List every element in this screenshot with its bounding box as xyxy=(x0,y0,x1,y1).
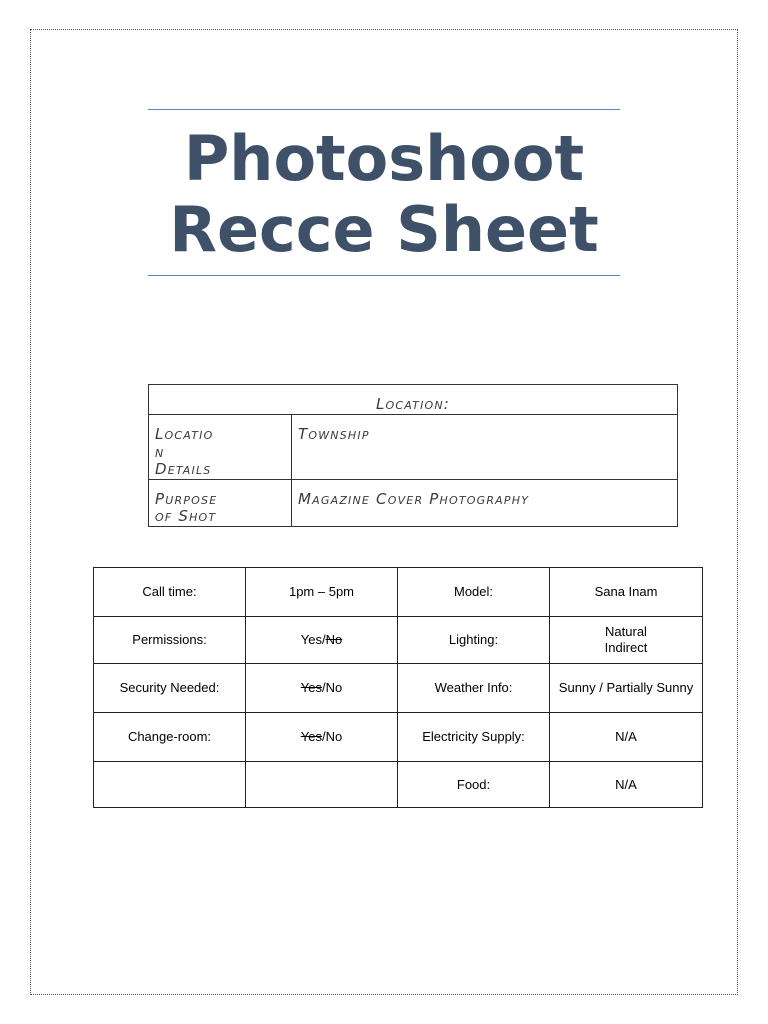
field-label: Lighting: xyxy=(448,632,499,647)
field-label: Change-room: xyxy=(127,729,212,744)
details-table-body xyxy=(94,568,703,808)
field-label: Weather Info: xyxy=(434,680,513,695)
title-bottom-rule xyxy=(148,275,620,276)
field-label-cell xyxy=(398,568,550,617)
location-table xyxy=(148,384,678,527)
purpose-of-shot-value: Magazine Cover Photography xyxy=(292,479,678,526)
shoot-details-table xyxy=(93,567,703,808)
field-value-cell xyxy=(246,762,398,808)
title-line-1: Photoshoot xyxy=(183,122,585,195)
field-label-cell xyxy=(94,568,246,617)
field-value: Sana Inam xyxy=(594,584,658,599)
field-label: Permissions: xyxy=(132,632,207,647)
details-row xyxy=(94,664,703,713)
field-value: N/A xyxy=(615,729,637,744)
field-label-cell xyxy=(94,713,246,762)
struck-option: Yes xyxy=(300,680,322,695)
title-line-2: Recce Sheet xyxy=(169,193,599,266)
field-label: Call time: xyxy=(142,584,197,599)
title-top-rule xyxy=(148,109,620,110)
field-value-cell xyxy=(550,568,703,617)
field-value-cell xyxy=(246,664,398,713)
field-label: Security Needed: xyxy=(119,680,220,695)
location-header-row xyxy=(149,385,678,415)
field-value: 1pm – 5pm xyxy=(288,584,355,599)
field-label-cell xyxy=(94,617,246,664)
field-value: Yes/ xyxy=(300,632,326,647)
struck-option: No xyxy=(325,632,343,647)
purpose-of-shot-row xyxy=(149,479,678,526)
field-value: Natural Indirect xyxy=(604,624,648,655)
field-value-cell xyxy=(246,713,398,762)
field-value-cell xyxy=(246,617,398,664)
struck-option: Yes xyxy=(300,729,322,744)
field-value-cell xyxy=(550,664,703,713)
field-label-cell xyxy=(398,664,550,713)
location-details-row xyxy=(149,415,678,480)
field-label: Food: xyxy=(456,776,491,792)
details-row xyxy=(94,713,703,762)
location-details-label: Locatio n Details xyxy=(149,415,292,480)
location-details-value: Township xyxy=(292,415,678,480)
field-label-cell xyxy=(398,713,550,762)
details-row xyxy=(94,762,703,808)
field-value-cell xyxy=(550,713,703,762)
location-header: Location: xyxy=(149,385,678,415)
details-row xyxy=(94,617,703,664)
purpose-of-shot-label: Purpose of Shot xyxy=(149,479,292,526)
field-label-cell xyxy=(398,617,550,664)
field-value-cell xyxy=(550,617,703,664)
details-row xyxy=(94,568,703,617)
field-label-cell xyxy=(94,762,246,808)
field-value: /No xyxy=(321,729,343,744)
field-label-cell xyxy=(94,664,246,713)
field-label-cell xyxy=(398,762,550,808)
field-value-cell xyxy=(246,568,398,617)
field-label: Electricity Supply: xyxy=(422,729,525,744)
field-value: Sunny / Partially Sunny xyxy=(558,680,694,695)
field-label: Model: xyxy=(453,584,494,599)
field-value-cell xyxy=(550,762,703,808)
field-value: /No xyxy=(321,680,343,695)
document-title xyxy=(0,123,768,265)
field-value: N/A xyxy=(615,776,637,792)
